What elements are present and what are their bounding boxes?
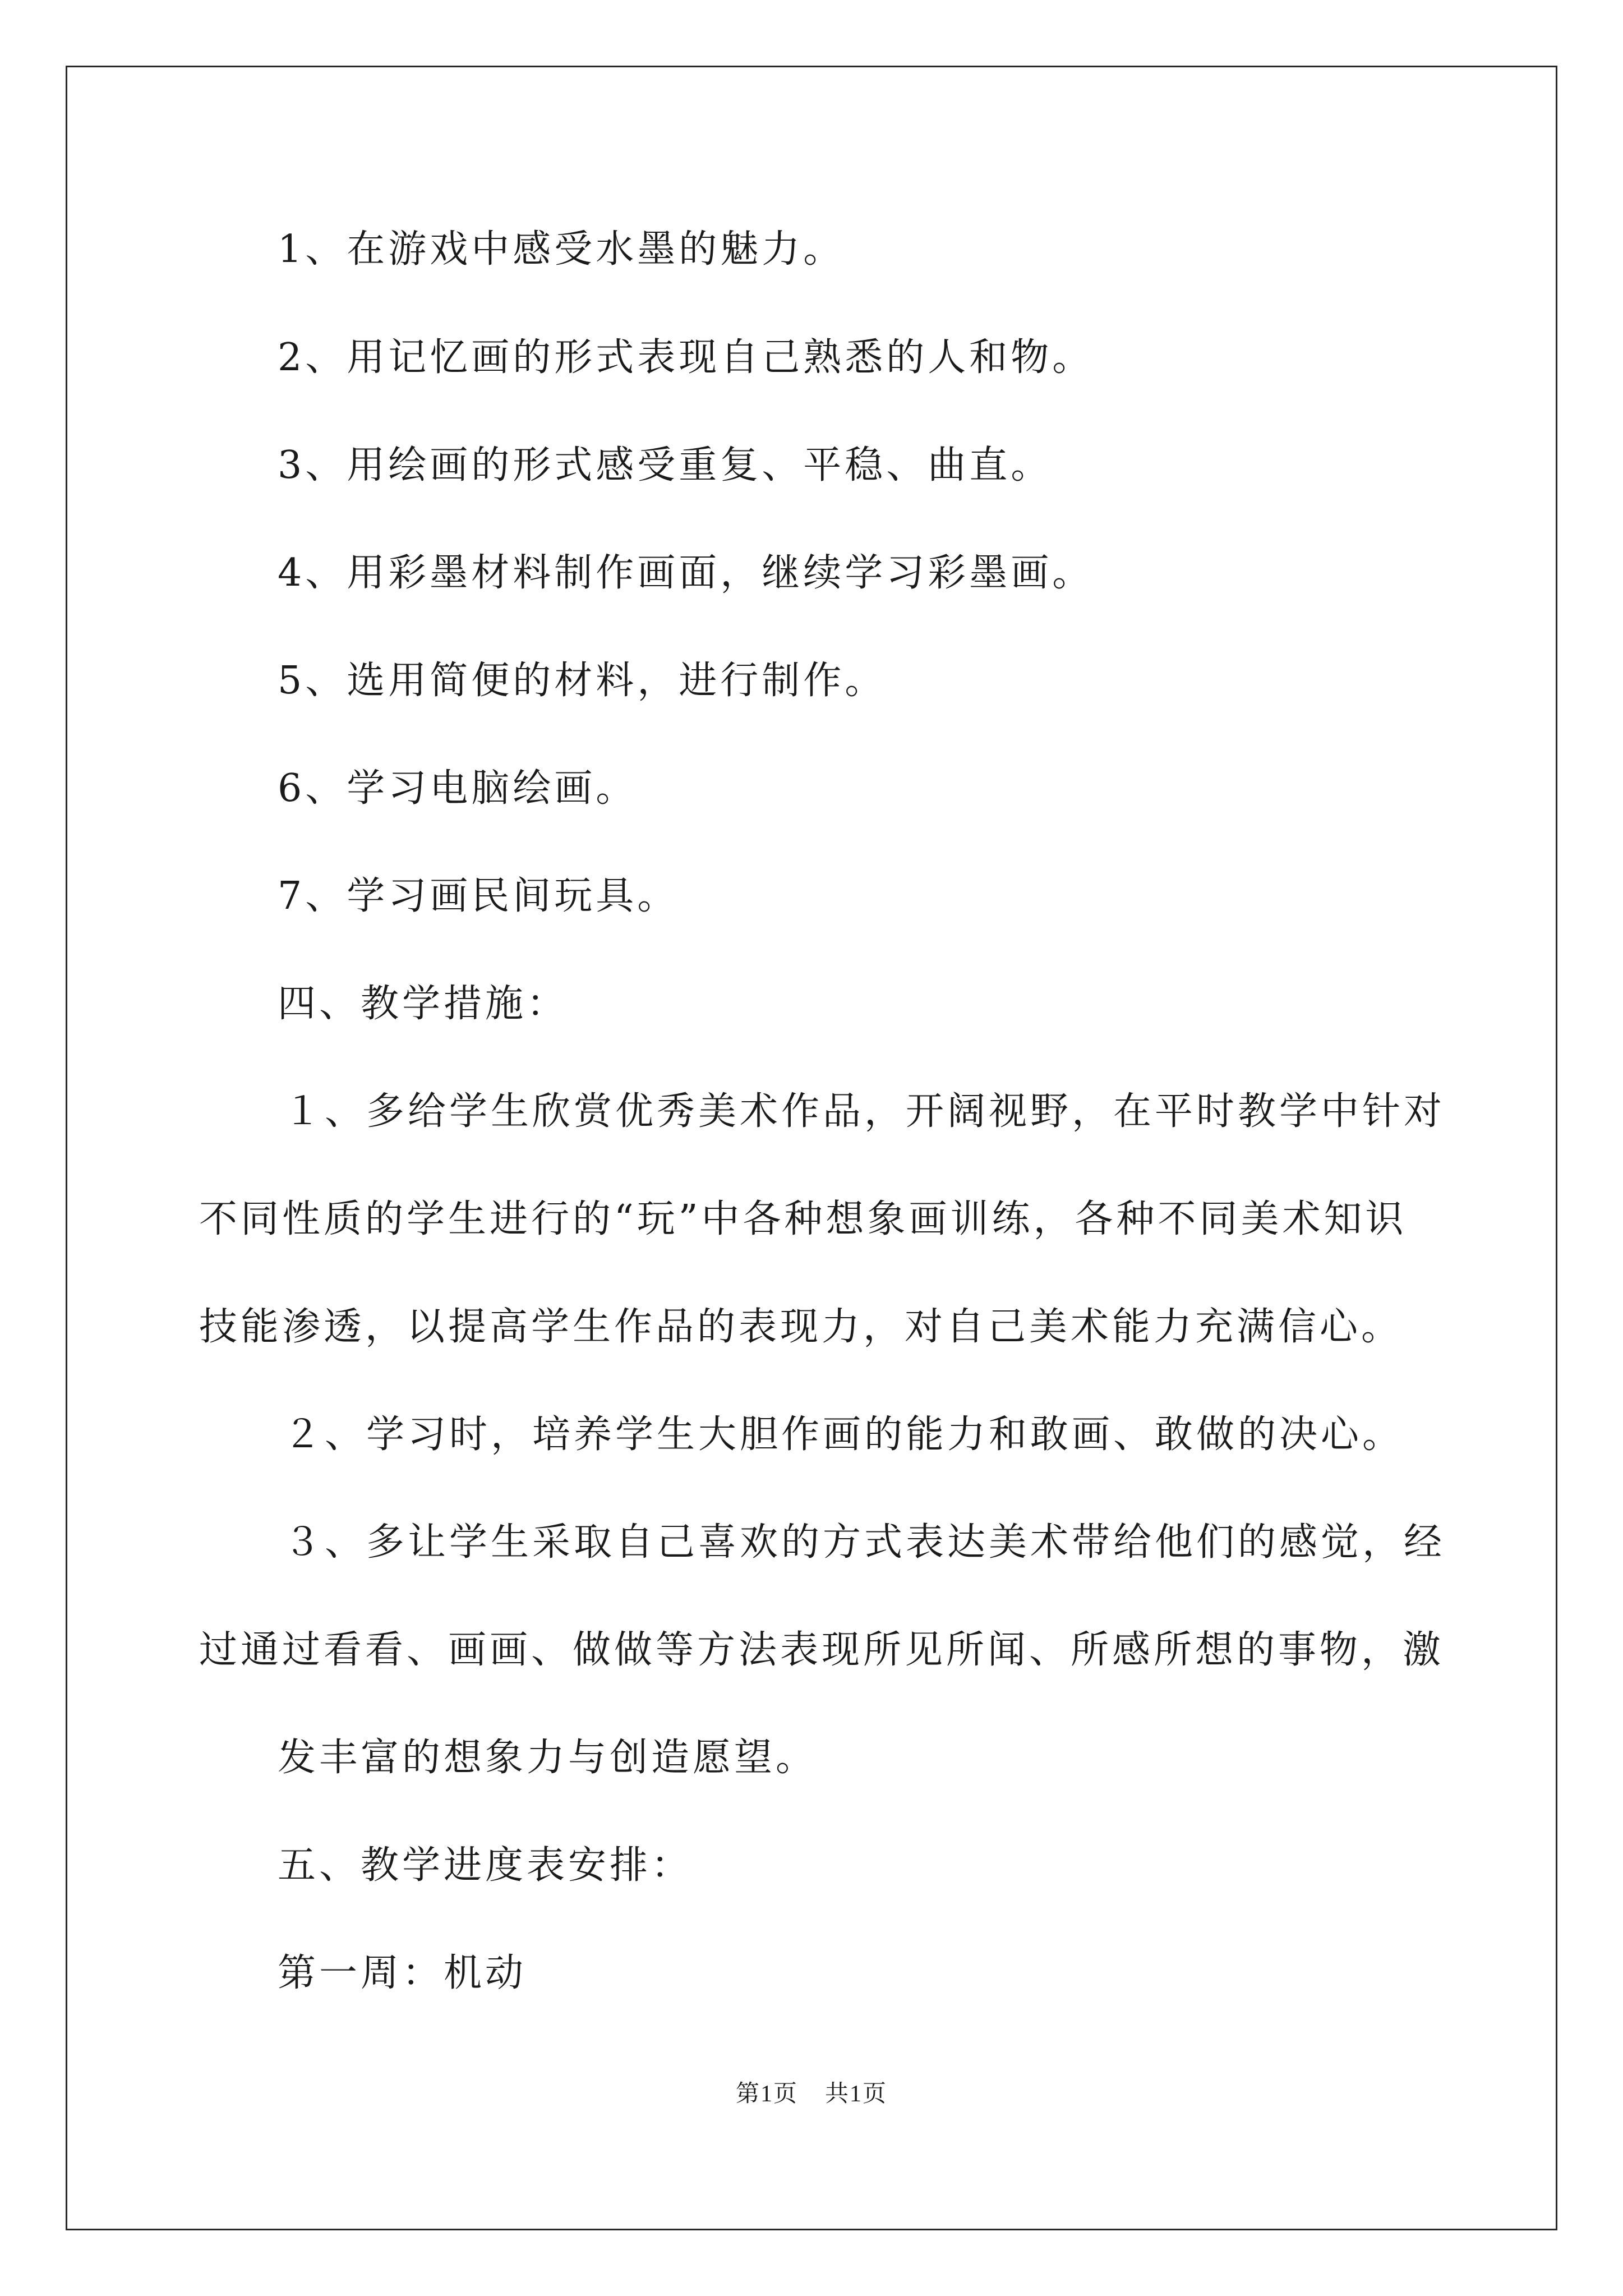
paragraph-line: ２、学习时，培养学生大胆作画的能力和敢画、敢做的决心。 [283, 1412, 1404, 1457]
list-item: 2、用记忆画的形式表现自己熟悉的人和物。 [278, 335, 1094, 380]
paragraph-line: 技能渗透，以提高学生作品的表现力，对自己美术能力充满信心。 [199, 1305, 1403, 1349]
paragraph-line: 过通过看看、画画、做做等方法表现所见所闻、所感所想的事物，激 [199, 1628, 1445, 1672]
list-item: 7、学习画民间玩具。 [278, 874, 679, 918]
list-item: 6、学习电脑绘画。 [278, 766, 638, 811]
schedule-line: 第一周：机动 [278, 1951, 527, 1995]
paragraph-line: １、多给学生欣赏优秀美术作品，开阔视野，在平时教学中针对 [283, 1089, 1446, 1134]
page-number: 第1页 [735, 2081, 798, 2107]
list-item: 4、用彩墨材料制作画面，继续学习彩墨画。 [278, 551, 1094, 595]
page-footer [0, 2080, 1623, 2108]
list-item: 1、在游戏中感受水墨的魅力。 [278, 227, 845, 272]
page-border [66, 66, 1557, 2230]
list-item: 5、选用简便的材料，进行制作。 [278, 659, 887, 703]
list-item: 3、用绘画的形式感受重复、平稳、曲直。 [278, 443, 1053, 487]
paragraph-line: ３、多让学生采取自己喜欢的方式表达美术带给他们的感觉，经 [283, 1520, 1446, 1565]
paragraph-line: 不同性质的学生进行的“玩”中各种想象画训练，各种不同美术知识 [199, 1197, 1407, 1241]
section-heading: 四、教学措施： [278, 982, 569, 1026]
page-total: 共1页 [825, 2081, 888, 2107]
paragraph-line: 发丰富的想象力与创造愿望。 [278, 1736, 818, 1780]
section-heading: 五、教学进度表安排： [278, 1843, 693, 1888]
